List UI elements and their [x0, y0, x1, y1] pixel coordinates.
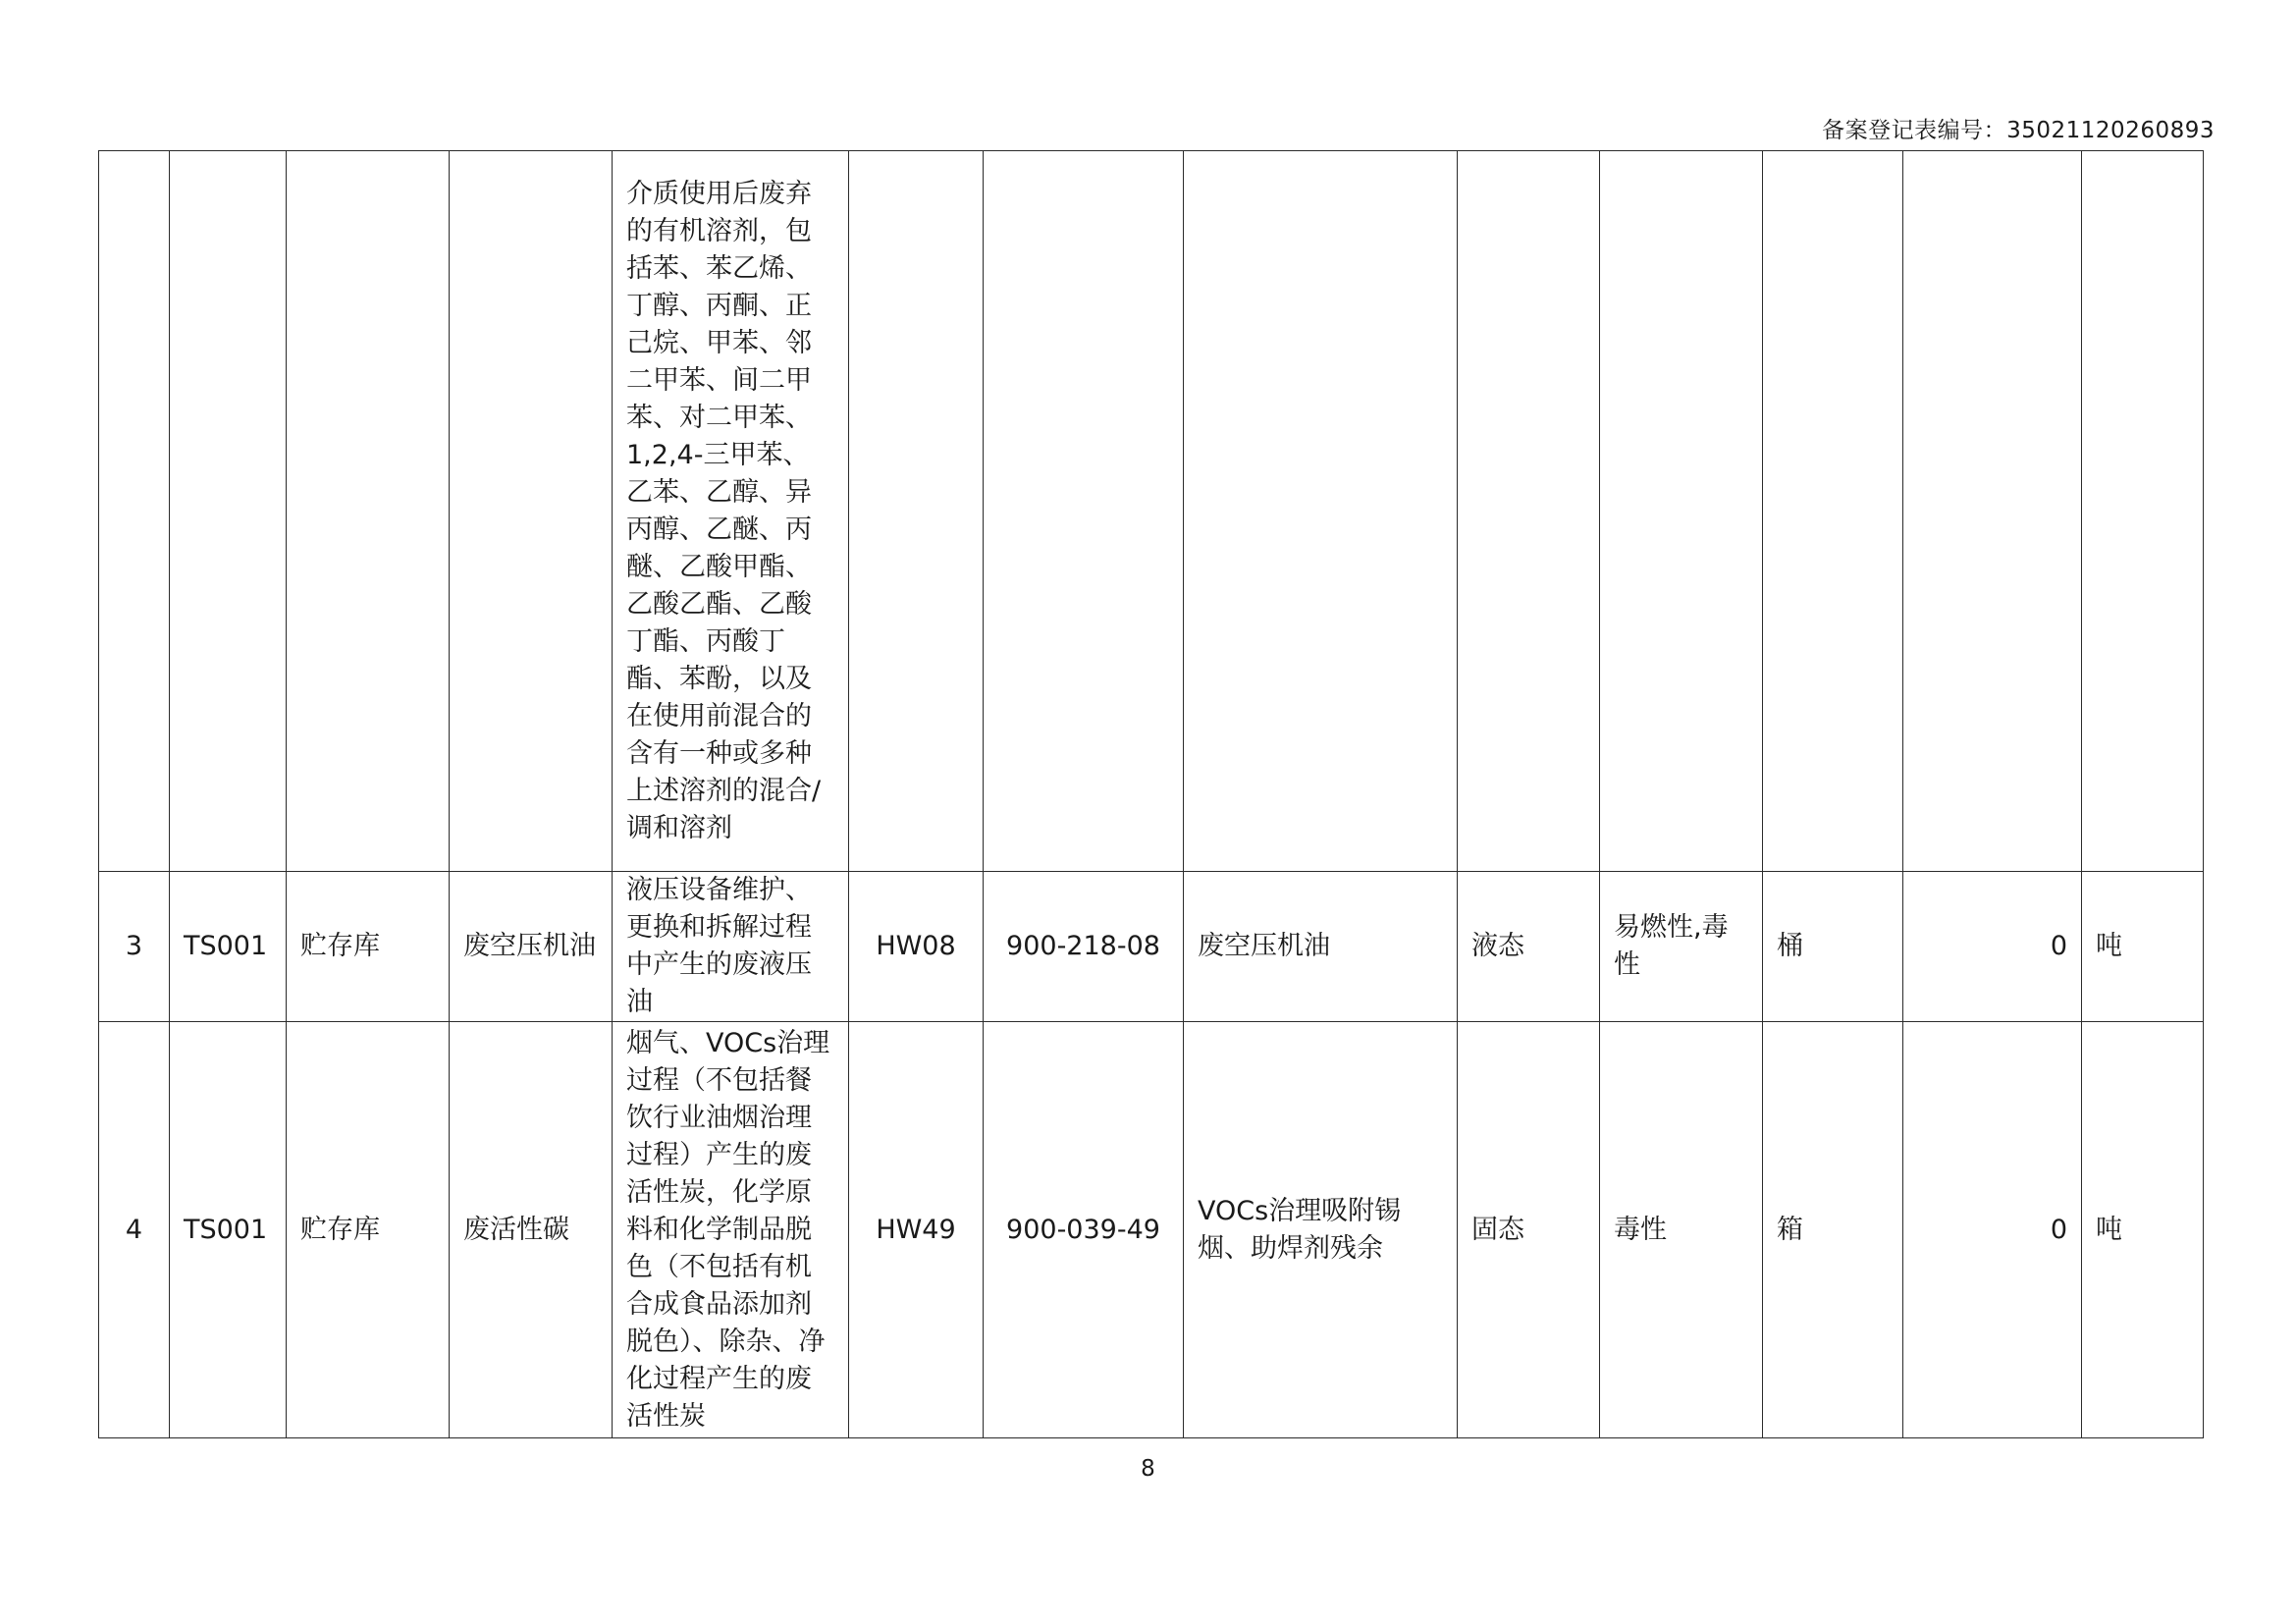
unit: 吨: [2082, 872, 2204, 1022]
waste-category: [849, 151, 984, 872]
hazardous-component: 废空压机油: [1184, 872, 1458, 1022]
amount: 0: [1903, 872, 2082, 1022]
waste-source-text: 液压设备维护、更换和拆解过程中产生的废液压油: [626, 875, 812, 1017]
physical-form: 固态: [1458, 1022, 1600, 1438]
packaging: [1763, 151, 1903, 872]
packaging: 箱: [1763, 1022, 1903, 1438]
waste-source: [613, 872, 849, 1022]
waste-category: HW08: [849, 872, 984, 1022]
waste-name: [450, 151, 613, 872]
hazardous-component: [1184, 151, 1458, 872]
facility-code: [170, 151, 287, 872]
waste-name: 废空压机油: [450, 872, 613, 1022]
row-index: [99, 151, 170, 872]
hazard-property: [1600, 151, 1763, 872]
physical-form: 液态: [1458, 872, 1600, 1022]
physical-form: [1458, 151, 1600, 872]
unit: 吨: [2082, 1022, 2204, 1438]
waste-name: 废活性碳: [450, 1022, 613, 1438]
hazard-property: 易燃性,毒性: [1600, 872, 1763, 1022]
facility-type: [287, 151, 450, 872]
table-row: [99, 1022, 2204, 1438]
waste-source: [613, 1022, 849, 1438]
waste-code: 900-039-49: [984, 1022, 1184, 1438]
table-row: [99, 151, 2204, 872]
row-index: 4: [99, 1022, 170, 1438]
hazard-property: 毒性: [1600, 1022, 1763, 1438]
facility-code: TS001: [170, 1022, 287, 1438]
waste-source-text: 烟气、VOCs治理过程（不包括餐饮行业油烟治理过程）产生的废活性炭，化学原料和化学制品脱色（不包括有机合成食品添加剂脱色）、除杂、净化过程产生的废活性炭: [626, 1027, 830, 1432]
row-index: 3: [99, 872, 170, 1022]
unit: [2082, 151, 2204, 872]
facility-code: TS001: [170, 872, 287, 1022]
amount: [1903, 151, 2082, 872]
table-row: [99, 872, 2204, 1022]
facility-type: 贮存库: [287, 1022, 450, 1438]
facility-type: 贮存库: [287, 872, 450, 1022]
record-number: 备案登记表编号：35021120260893: [1822, 118, 2215, 143]
page-number: 8: [1141, 1456, 1155, 1482]
waste-category: HW49: [849, 1022, 984, 1438]
waste-source-text: 介质使用后废弃的有机溶剂，包括苯、苯乙烯、丁醇、丙酮、正己烷、甲苯、邻二甲苯、间二甲苯、对二甲苯、1,2,4-三甲苯、乙苯、乙醇、异丙醇、乙醚、丙醚、乙酸甲酯、乙酸乙酯、乙酸丁酯、丙酸丁酯、苯酚，以及在使用前混合的含有一种或多种上述溶剂的混合/调和溶剂: [626, 178, 822, 843]
waste-code: 900-218-08: [984, 872, 1184, 1022]
packaging: 桶: [1763, 872, 1903, 1022]
waste-source: [613, 151, 849, 872]
hazardous-component: VOCs治理吸附锡烟、助焊剂残余: [1184, 1022, 1458, 1438]
amount: 0: [1903, 1022, 2082, 1438]
hazardous-waste-table: [98, 150, 2204, 1438]
waste-code: [984, 151, 1184, 872]
